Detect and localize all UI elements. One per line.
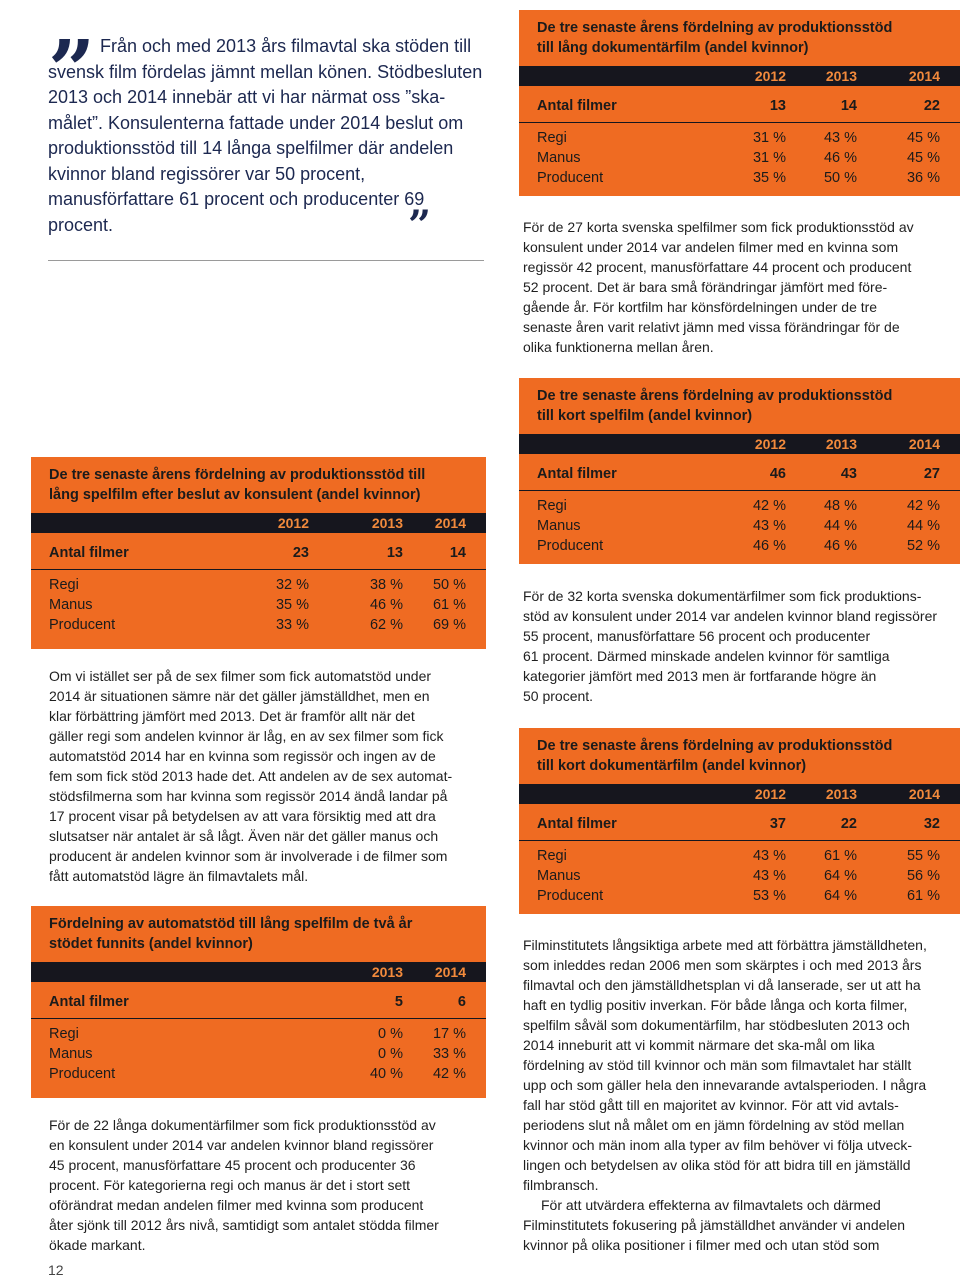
text-line: För de 22 långa dokumentärfilmer som fick produktionsstöd av — [49, 1117, 436, 1133]
cell-value: 0 % — [378, 1026, 403, 1042]
text-line: periodens slut nå målet om en jämn fördelning av stöd mellan — [523, 1117, 905, 1133]
cell-value: 46 % — [823, 538, 857, 554]
text-line: 50 procent. — [523, 688, 594, 704]
text-line: 52 procent. Det är bara små förändringar jämfört med före- — [523, 279, 888, 295]
year-header-band — [519, 66, 960, 86]
cell-value: 42 % — [906, 498, 940, 514]
count-value: 23 — [292, 545, 309, 561]
count-value: 14 — [449, 545, 466, 561]
table-title: Fördelning av automatstöd till lång spelfilm de två år — [49, 916, 413, 932]
cell-value: 46 % — [823, 150, 857, 166]
year-header-band — [31, 962, 486, 982]
text-line: För de 27 korta svenska spelfilmer som fick produktionsstöd av — [523, 219, 914, 235]
text-line: spelfilm såväl som dokumentärfilm, har stödbesluten 2013 och — [523, 1017, 910, 1033]
cell-value: 42 % — [752, 498, 786, 514]
text-line: filmbransch. — [523, 1177, 599, 1193]
text-line: konsulent under 2014 var andelen filmer med en kvinna som — [523, 239, 899, 255]
count-value: 5 — [394, 994, 403, 1010]
cell-value: 43 % — [752, 848, 786, 864]
cell-value: 40 % — [369, 1066, 403, 1082]
table-divider — [519, 840, 960, 841]
cell-value: 38 % — [369, 577, 403, 593]
year-header: 2013 — [371, 964, 403, 980]
count-label: Antal filmer — [537, 466, 617, 482]
table-title: stödet funnits (andel kvinnor) — [49, 936, 253, 952]
year-header-band — [519, 784, 960, 804]
cell-value: 17 % — [432, 1026, 466, 1042]
count-value: 37 — [769, 816, 786, 832]
count-value: 27 — [923, 466, 940, 482]
cell-value: 62 % — [369, 617, 403, 633]
text-line: 17 procent visar på betydelsen av att vara försiktig med att dra — [49, 808, 436, 824]
cell-value: 42 % — [432, 1066, 466, 1082]
cell-value: 64 % — [823, 868, 857, 884]
paragraph-long-dokumentar — [49, 1115, 439, 1255]
text-line: åter sjönk till 2012 års nivå, samtidigt som antalet stödda filmer — [49, 1217, 439, 1233]
text-line: 45 procent, manusförfattare 45 procent och producenter 36 — [49, 1157, 416, 1173]
text-line: kvinnor och män inom alla typer av film behöver vi följa utveck- — [523, 1137, 913, 1153]
cell-value: 43 % — [752, 518, 786, 534]
table-title: De tre senaste årens fördelning av produktionsstöd — [537, 388, 893, 404]
text-line: procent. För kategorierna regi och manus är det i stort sett — [49, 1177, 411, 1193]
row-label: Manus — [49, 1046, 93, 1062]
row-label: Producent — [537, 170, 604, 186]
text-line: producent är andelen kvinnor som är involverade i de filmer som — [49, 848, 448, 864]
cell-value: 33 % — [432, 1046, 466, 1062]
year-header-band — [519, 434, 960, 454]
count-value: 13 — [386, 545, 403, 561]
text-line: fått automatstöd lägre än filmavtalets mål. — [49, 868, 309, 884]
table-title: till kort spelfilm (andel kvinnor) — [537, 408, 753, 424]
text-line: oförändrat medan andelen filmer med kvinna som producent — [49, 1197, 424, 1213]
table-short-spelfilm — [519, 378, 960, 564]
cell-value: 44 % — [906, 518, 940, 534]
table-divider — [31, 1018, 486, 1019]
cell-value: 61 % — [906, 888, 940, 904]
cell-value: 43 % — [823, 130, 857, 146]
text-line: stöd av konsulent under 2014 var andelen kvinnor bland regissörer — [523, 608, 938, 624]
count-value: 22 — [840, 816, 857, 832]
year-header-band — [31, 513, 486, 533]
year-header: 2012 — [754, 68, 786, 84]
row-label: Producent — [537, 888, 604, 904]
table-divider — [31, 569, 486, 570]
cell-value: 50 % — [432, 577, 466, 593]
page-number: 12 — [48, 1262, 64, 1278]
cell-value: 35 % — [275, 597, 309, 613]
quote-text: Från och med 2013 års filmavtal ska stöden till svensk film fördelas jämnt mellan könen. Stödbesluten 2013 och 2014 innebär att vi har närmat oss ”ska-målet”. Konsulenterna fattade under 2014 beslut om produktionsstöd till 14 långa spelfilmer där andelen kvinnor bland regissörer var 50 procent, manusförfattare 61 procent och producenter 69 procent. — [48, 36, 483, 235]
text-line: För att utvärdera effekterna av filmavtalets och därmed — [541, 1197, 881, 1213]
text-line: fem som fick stöd 2013 hade det. Att andelen av de sex automat- — [49, 768, 453, 784]
text-line: haft en tydlig positiv inverkan. För både långa och korta filmer, — [523, 997, 908, 1013]
cell-value: 31 % — [752, 130, 786, 146]
row-label: Producent — [537, 538, 604, 554]
year-header: 2012 — [754, 436, 786, 452]
table-long-dokumentar — [519, 10, 960, 196]
cell-value: 48 % — [823, 498, 857, 514]
text-line: fall har stöd gått till en majoritet av kvinnor. För att vid avtals- — [523, 1097, 899, 1113]
year-header: 2014 — [434, 515, 466, 531]
table-title: till kort dokumentärfilm (andel kvinnor) — [537, 758, 807, 774]
text-line: Om vi istället ser på de sex filmer som fick automatstöd under — [49, 668, 432, 684]
count-value: 6 — [457, 994, 466, 1010]
cell-value: 61 % — [432, 597, 466, 613]
year-header: 2014 — [908, 786, 940, 802]
count-label: Antal filmer — [49, 545, 129, 561]
cell-value: 43 % — [752, 868, 786, 884]
year-header: 2012 — [754, 786, 786, 802]
row-label: Manus — [537, 868, 581, 884]
paragraph-short-spelfilm — [523, 217, 914, 357]
text-line: gäller regi som andelen kvinnor är låg, en av sex filmer som fick — [49, 728, 444, 744]
year-header: 2013 — [825, 786, 857, 802]
close-quote-icon: ” — [408, 202, 427, 249]
cell-value: 61 % — [823, 848, 857, 864]
cell-value: 0 % — [378, 1046, 403, 1062]
table-short-dokumentar — [519, 728, 960, 914]
row-label: Producent — [49, 617, 116, 633]
text-line: upp och som gäller hela den innevarande avtalsperioden. I några — [523, 1077, 927, 1093]
year-header: 2013 — [825, 68, 857, 84]
count-value: 14 — [840, 98, 857, 114]
cell-value: 69 % — [432, 617, 466, 633]
count-value: 46 — [769, 466, 786, 482]
cell-value: 52 % — [906, 538, 940, 554]
year-header: 2012 — [277, 515, 309, 531]
text-line: en konsulent under 2014 var andelen kvinnor bland regissörer — [49, 1137, 434, 1153]
cell-value: 31 % — [752, 150, 786, 166]
table-automatstod — [31, 906, 486, 1098]
table-title: De tre senaste årens fördelning av produktionsstöd — [537, 738, 893, 754]
text-line: slutsatser när antalet är så lågt. Även när det gäller manus och — [49, 828, 439, 844]
count-label: Antal filmer — [537, 98, 617, 114]
row-label: Manus — [537, 518, 581, 534]
cell-value: 44 % — [823, 518, 857, 534]
paragraph-short-dokumentar — [523, 586, 937, 706]
row-label: Producent — [49, 1066, 116, 1082]
cell-value: 32 % — [275, 577, 309, 593]
count-value: 22 — [923, 98, 940, 114]
text-line: För de 32 korta svenska dokumentärfilmer som fick produktions- — [523, 588, 922, 604]
row-label: Regi — [49, 577, 79, 593]
row-label: Regi — [537, 130, 567, 146]
year-header: 2013 — [371, 515, 403, 531]
text-line: olika funktionerna mellan åren. — [523, 339, 714, 355]
table-long-spelfilm-konsulent — [31, 457, 486, 649]
pull-quote — [48, 23, 488, 249]
text-line: klar förbättring jämfört med 2013. Det är framför allt när det — [49, 708, 415, 724]
cell-value: 55 % — [906, 848, 940, 864]
cell-value: 50 % — [823, 170, 857, 186]
text-line: stödsfilmerna som har kvinna som regissör 2014 ändå landar på — [49, 788, 448, 804]
cell-value: 56 % — [906, 868, 940, 884]
text-line: ökade markant. — [49, 1237, 146, 1253]
cell-value: 36 % — [906, 170, 940, 186]
cell-value: 45 % — [906, 150, 940, 166]
cell-value: 64 % — [823, 888, 857, 904]
text-line: 55 procent, manusförfattare 56 procent och producenter — [523, 628, 871, 644]
text-line: 61 procent. Därmed minskade andelen kvinnor för samtliga — [523, 648, 890, 664]
count-value: 13 — [769, 98, 786, 114]
year-header: 2014 — [908, 436, 940, 452]
year-header: 2013 — [825, 436, 857, 452]
paragraph-automatstod — [49, 666, 452, 886]
count-label: Antal filmer — [537, 816, 617, 832]
text-line: 2014 inneburit att vi kommit närmare det ska-mål om lika — [523, 1037, 875, 1053]
paragraph-filminstitutet — [523, 935, 927, 1255]
cell-value: 53 % — [752, 888, 786, 904]
table-divider — [519, 490, 960, 491]
count-value: 43 — [840, 466, 857, 482]
text-line: som inleddes redan 2006 men som skärptes i och med 2013 års — [523, 957, 922, 973]
open-quote-icon: ” — [48, 23, 86, 119]
cell-value: 46 % — [369, 597, 403, 613]
cell-value: 46 % — [752, 538, 786, 554]
row-label: Manus — [49, 597, 93, 613]
text-line: gående år. För kortfilm har könsfördelningen under de tre — [523, 299, 878, 315]
year-header: 2014 — [434, 964, 466, 980]
table-title: till lång dokumentärfilm (andel kvinnor) — [537, 40, 809, 56]
cell-value: 35 % — [752, 170, 786, 186]
text-line: fördelning av stöd till kvinnor och män som filmavtalet har ställt — [523, 1057, 912, 1073]
row-label: Regi — [537, 498, 567, 514]
quote-divider — [48, 260, 484, 261]
count-label: Antal filmer — [49, 994, 129, 1010]
text-line: Filminstitutets långsiktiga arbete med att förbättra jämställdheten, — [523, 937, 927, 953]
table-title: De tre senaste årens fördelning av produktionsstöd — [537, 20, 893, 36]
text-line: kategorier jämfört med 2013 men är fortfarande högre än — [523, 668, 877, 684]
text-line: filmavtal och den jämställdhetsplan vi då lanserade, ser ut att ha — [523, 977, 921, 993]
text-line: kvinnor på olika positioner i filmer med och utan stöd som — [523, 1237, 880, 1253]
row-label: Regi — [49, 1026, 79, 1042]
text-line: regissör 42 procent, manusförfattare 44 procent och producent — [523, 259, 912, 275]
table-title: De tre senaste årens fördelning av produktionsstöd till — [49, 467, 426, 483]
text-line: Filminstitutets fokusering på jämställdhet använder vi andelen — [523, 1217, 906, 1233]
count-value: 32 — [923, 816, 940, 832]
text-line: senaste åren varit relativt jämn med vissa förändringar för de — [523, 319, 900, 335]
cell-value: 33 % — [275, 617, 309, 633]
table-divider — [519, 122, 960, 123]
cell-value: 45 % — [906, 130, 940, 146]
text-line: 2014 är situationen sämre när det gäller jämställdhet, men en — [49, 688, 430, 704]
year-header: 2014 — [908, 68, 940, 84]
row-label: Regi — [537, 848, 567, 864]
row-label: Manus — [537, 150, 581, 166]
text-line: automatstöd 2014 har en kvinna som regissör och ingen av de — [49, 748, 436, 764]
table-title: lång spelfilm efter beslut av konsulent (andel kvinnor) — [49, 487, 421, 503]
text-line: lingen och betydelsen av olika stöd för att bidra till en jämställd — [523, 1157, 911, 1173]
